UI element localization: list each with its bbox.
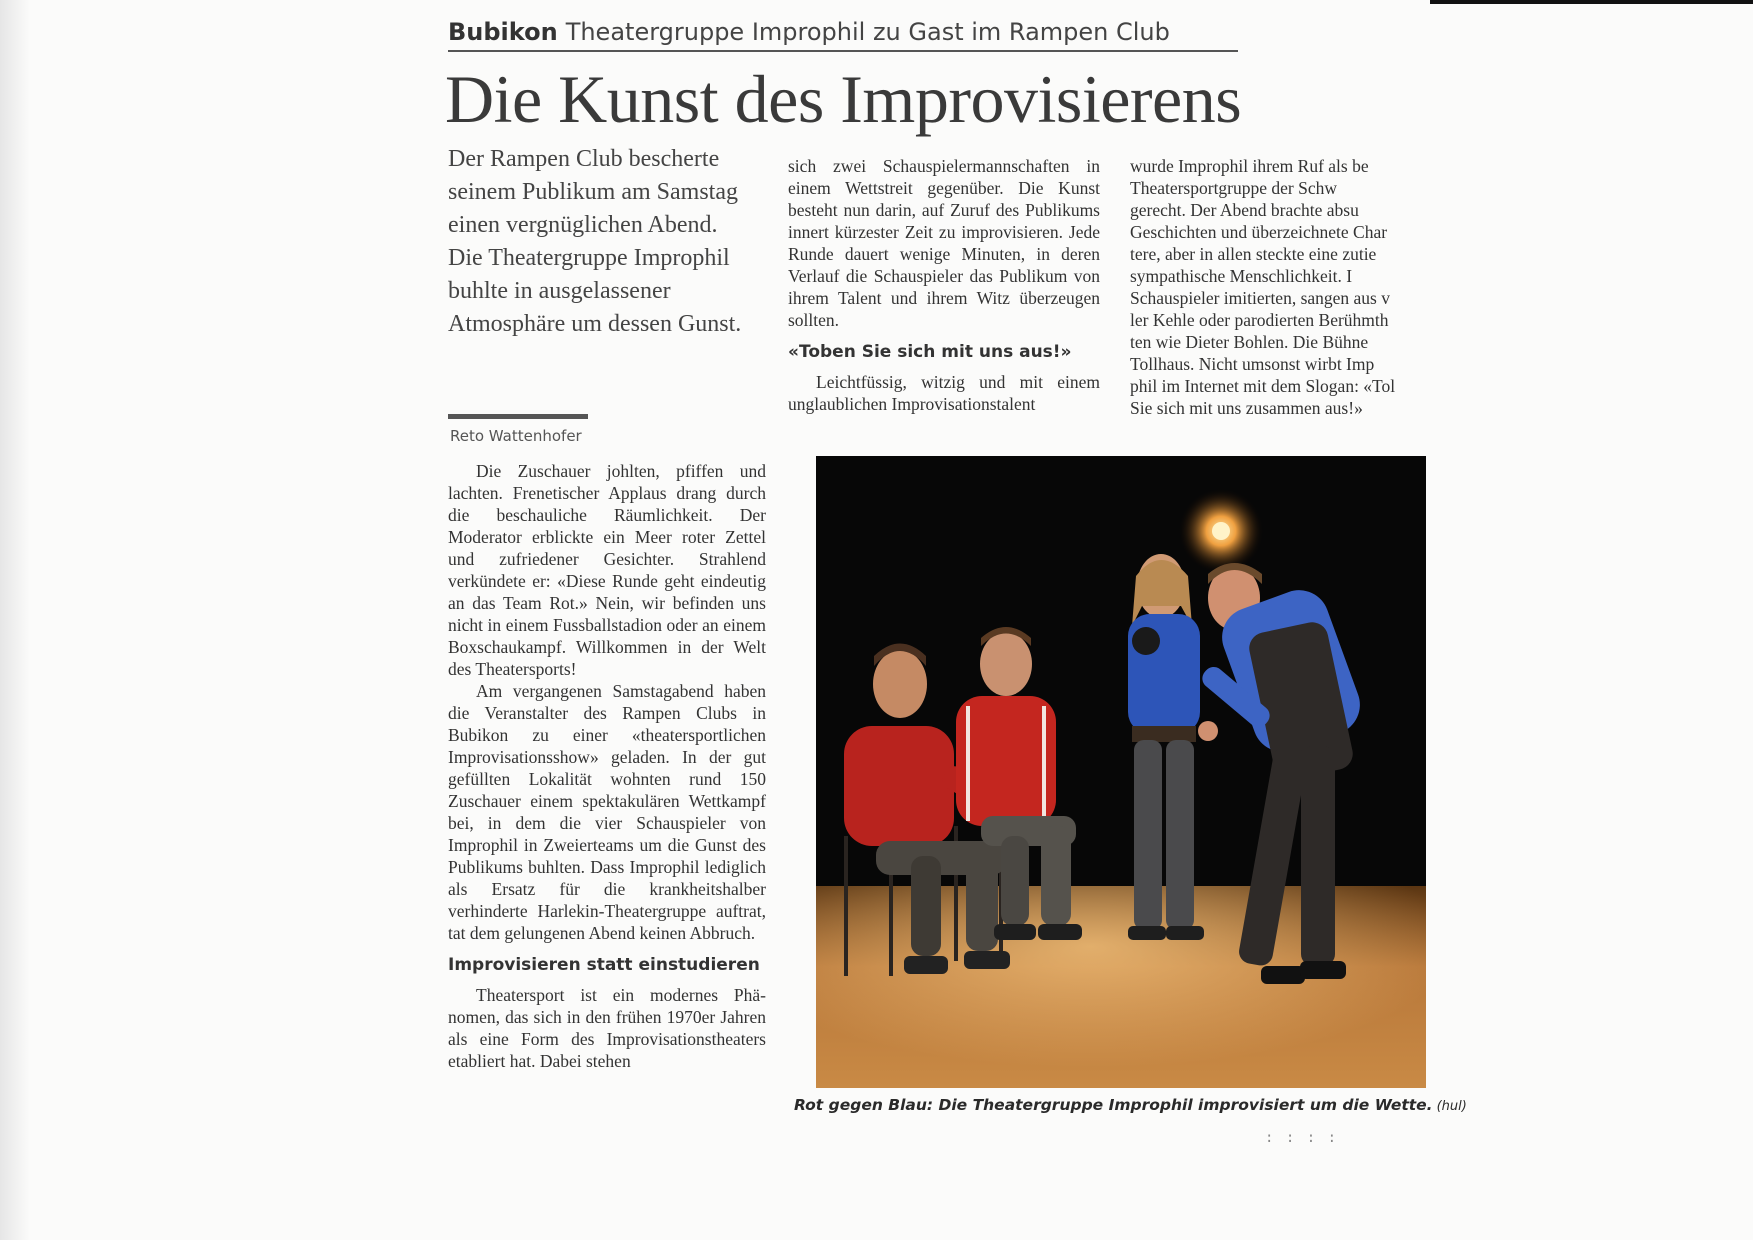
lead-divider: [448, 414, 588, 419]
column-3-line: Schauspieler imitierten, sangen aus v: [1130, 288, 1390, 308]
caption-credit: (hul): [1436, 1099, 1467, 1114]
column-2: [788, 155, 1100, 415]
location-label: Bubikon: [448, 18, 558, 46]
page-corner-rule: [1430, 0, 1753, 4]
body-paragraph-1: Die Zuschauer johlten, pfiffen und lachten. Frenetischer Applaus drang durch die beschauliche Räumlichkeit. Der Moderator erblickte ein Meer roter Zettel und zufriedener Gesichter. Strahlend verkündete er: «Diese Runde geht eindeutig an das Team Rot.» Nein, wir befinden uns nicht in einem Fussballstadion oder an einem Boxschaukampf. Willkommen in der Welt des Theatersports!: [448, 461, 766, 679]
caption-text: Rot gegen Blau: Die Theatergruppe Improphil improvisiert um die Wette.: [794, 1096, 1433, 1114]
headline: Die Kunst des Improvisierens: [445, 61, 1242, 137]
column-3: [1130, 155, 1425, 419]
scan-edge-shadow: [0, 0, 30, 1240]
stage-photo-illustration: [816, 456, 1426, 1088]
column-3-line: phil im Internet mit dem Slogan: «Tol: [1130, 376, 1396, 396]
column-3-line: Geschichten und überzeichnete Char: [1130, 222, 1388, 242]
body-paragraph-3: Theatersport ist ein modernes Phänomen, das sich in den frühen 1970er Jahren als eine Form des Improvisationstheaters etabliert hat. Dabei stehen: [448, 985, 766, 1071]
kicker-text: Theatergruppe Improphil zu Gast im Rampen Club: [565, 18, 1170, 46]
body-paragraph-5: Leichtfüssig, witzig und mit einem unglaublichen Improvisationstalent: [788, 372, 1100, 414]
stage-photo: [816, 456, 1426, 1088]
column-3-line: tere, aber in allen steckte eine zutie: [1130, 244, 1377, 264]
column-3-line: Theatersportgruppe der Schw: [1130, 178, 1338, 198]
column-3-line: ler Kehle oder parodierten Berühmth: [1130, 310, 1389, 330]
newspaper-clipping: [440, 0, 1467, 1240]
body-paragraph-2: Am vergangenen Samstagabend haben die Veranstalter des Rampen Clubs in Bubikon zu einer «theatersportlichen Improvisationsshow» geladen. In der gut gefüllten Lokalität wohnten rund 150 Zuschauer einem spektakulären Wettkampf bei, in dem die vier Schauspieler von Improphil in Zweierteams um die Gunst des Publikums buhlten. Dass Improphil lediglich als Ersatz für die krankheitshalber verhinderte Harlekin-Theatergruppe auftrat, tat dem gelungenen Abend keinen Abbruch.: [448, 681, 766, 943]
lead-paragraph: Der Rampen Club bescherte seinem Publikum am Samstag einen vergnüglichen Abend. Die Theatergruppe Improphil buhlte in ausgelassener Atmosphäre um dessen Gunst.: [448, 146, 742, 337]
column-3-line: Sie sich mit uns zusammen aus!»: [1130, 398, 1363, 418]
column-3-line: wurde Improphil ihrem Ruf als be: [1130, 156, 1369, 176]
subheading-improvisieren: Improvisieren statt einstudieren: [448, 955, 760, 975]
scan-dots-decoration: : : : :: [1265, 1130, 1339, 1146]
subheading-toben: «Toben Sie sich mit uns aus!»: [788, 342, 1072, 362]
column-1: [448, 460, 766, 1072]
column-3-line: gerecht. Der Abend brachte absu: [1130, 200, 1359, 220]
kicker: [448, 14, 1238, 52]
body-paragraph-4: sich zwei Schauspielermannschaften in einem Wettstreit gegenüber. Die Kunst besteht nun darin, auf Zuruf des Publikums innert kürzester Zeit zu improvisieren. Jede Runde dauert wenige Minuten, in deren Verlauf die Schauspieler das Publikum von ihrem Talent und ihrem Witz überzeugen sollten.: [788, 156, 1100, 330]
column-3-line: Tollhaus. Nicht umsonst wirbt Imp: [1130, 354, 1375, 374]
author-byline: Reto Wattenhofer: [450, 427, 582, 445]
photo-caption: [794, 1094, 1467, 1118]
column-3-line: ten wie Dieter Bohlen. Die Bühne: [1130, 332, 1369, 352]
column-3-line: sympathische Menschlichkeit. I: [1130, 266, 1353, 286]
